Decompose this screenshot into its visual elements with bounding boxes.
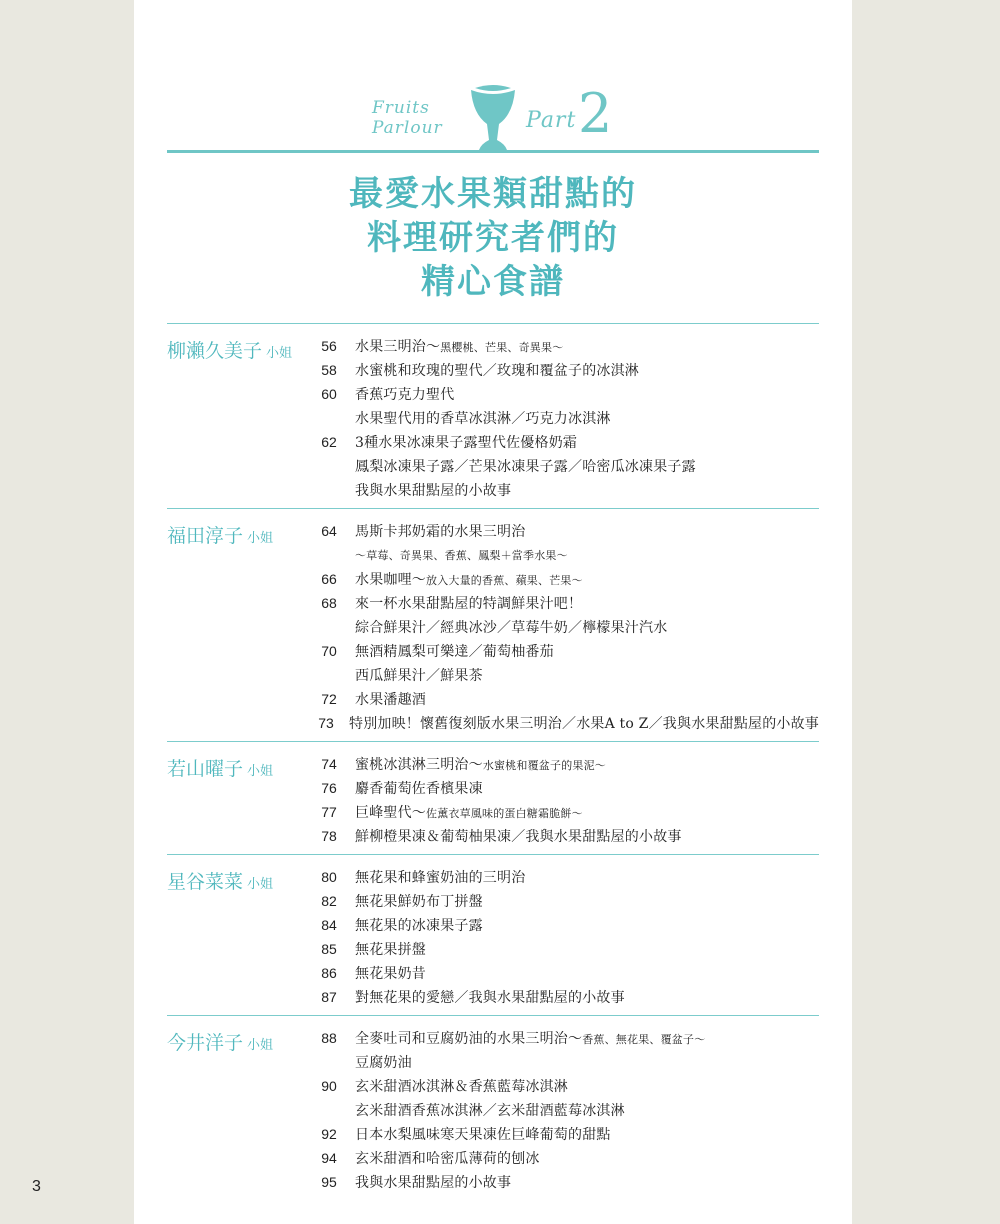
entry-text <box>355 1172 511 1192</box>
entry-title: 水果聖代用的香草冰淇淋／巧克力冰淇淋 <box>355 411 611 427</box>
toc-entry[interactable] <box>167 1146 819 1170</box>
entry-title: 來一杯水果甜點屋的特調鮮果汁吧！ <box>355 596 583 612</box>
toc-entry[interactable] <box>167 1098 819 1122</box>
toc-page <box>134 0 852 1224</box>
toc-entry[interactable] <box>167 567 819 591</box>
entry-title: 3種水果冰凍果子露聖代佐優格奶霜 <box>355 435 578 451</box>
toc-sections <box>167 323 819 1200</box>
entry-text <box>355 987 625 1007</box>
entry-text <box>355 593 582 613</box>
entry-title: 玄米甜酒冰淇淋＆香蕉藍莓冰淇淋 <box>355 1079 568 1095</box>
entry-page-number: 68 <box>321 595 337 611</box>
author-honorific: 小姐 <box>266 346 293 361</box>
entry-page-number: 73 <box>318 715 334 731</box>
entry-subtitle: 佐薰衣草風味的蛋白糖霜脆餅〜 <box>426 807 583 820</box>
entry-title: 麝香葡萄佐香檳果凍 <box>355 781 483 797</box>
entry-title: 無花果拼盤 <box>355 942 426 958</box>
entry-title: 豆腐奶油 <box>355 1055 412 1071</box>
entry-title: 巨峰聖代〜 <box>355 805 426 821</box>
part-label: Part <box>526 108 577 133</box>
author-label: 柳瀨久美子 <box>167 340 263 362</box>
entry-page-number: 70 <box>321 643 337 659</box>
title-line-3: 精心食譜 <box>421 262 565 302</box>
entry-text <box>355 1148 540 1168</box>
toc-section <box>167 1015 819 1200</box>
toc-entry[interactable] <box>167 1122 819 1146</box>
toc-entry[interactable] <box>167 478 819 502</box>
entry-text <box>355 1052 412 1072</box>
entry-text <box>355 384 454 404</box>
entry-page-number: 80 <box>321 869 337 885</box>
entry-page-number: 62 <box>321 434 337 450</box>
entry-title: 西瓜鮮果汁／鮮果茶 <box>355 668 483 684</box>
entry-title: 水果潘趣酒 <box>355 692 426 708</box>
entry-text <box>355 867 525 887</box>
entry-text <box>355 754 606 774</box>
entry-title: 香蕉巧克力聖代 <box>355 387 455 403</box>
entry-title: 水蜜桃和玫瑰的聖代／玫瑰和覆盆子的冰淇淋 <box>355 363 639 379</box>
entry-page-number: 78 <box>321 828 337 844</box>
entry-title: 水果咖哩〜 <box>355 572 426 588</box>
author-label: 今井洋子 <box>167 1032 244 1054</box>
entry-page-number: 58 <box>321 362 337 378</box>
toc-entry[interactable] <box>167 961 819 985</box>
entry-page-number: 92 <box>321 1126 337 1142</box>
entry-text <box>355 963 426 983</box>
author-label: 星谷菜菜 <box>167 871 244 893</box>
toc-entry[interactable] <box>167 985 819 1009</box>
entry-page-number: 82 <box>321 893 337 909</box>
entry-text <box>355 456 696 476</box>
entry-title: 無花果的冰凍果子露 <box>355 918 483 934</box>
author-label: 福田淳子 <box>167 525 244 547</box>
entry-text <box>355 802 583 822</box>
part-header <box>134 80 852 156</box>
entry-text <box>355 915 483 935</box>
toc-entry[interactable] <box>167 1170 819 1194</box>
entry-title: 特別加映！懷舊復刻版水果三明治／水果A to Z／我與水果甜點屋的小故事 <box>349 716 819 732</box>
entry-text <box>355 1076 568 1096</box>
fruits-parlour-logo <box>372 98 443 138</box>
entry-text <box>355 336 563 356</box>
entry-page-number: 56 <box>321 338 337 354</box>
toc-section <box>167 323 819 508</box>
toc-section <box>167 508 819 741</box>
entry-title: 無花果奶昔 <box>355 966 426 982</box>
entry-title: 無花果鮮奶布丁拼盤 <box>355 894 483 910</box>
author-name <box>167 336 292 363</box>
entry-subtitle: 黑櫻桃、芒果、奇異果〜 <box>440 341 564 354</box>
entry-page-number: 95 <box>321 1174 337 1190</box>
entry-title: 我與水果甜點屋的小故事 <box>355 1175 512 1191</box>
author-honorific: 小姐 <box>247 877 274 892</box>
entry-text <box>355 432 577 452</box>
toc-entry[interactable] <box>167 591 819 615</box>
entry-text <box>355 360 639 380</box>
entry-title: 馬斯卡邦奶霜的水果三明治 <box>355 524 526 540</box>
entry-text <box>355 569 583 589</box>
entry-subtitle: 香蕉、無花果、覆盆子〜 <box>582 1033 706 1046</box>
part-number: 2 <box>578 82 613 145</box>
author-label: 若山曜子 <box>167 758 244 780</box>
entry-title: 綜合鮮果汁／經典冰沙／草莓牛奶／檸檬果汁汽水 <box>355 620 668 636</box>
entry-text <box>355 1124 611 1144</box>
author-honorific: 小姐 <box>247 531 274 546</box>
entry-title: 鳳梨冰凍果子露／芒果冰凍果子露／哈密瓜冰凍果子露 <box>355 459 696 475</box>
entry-page-number: 87 <box>321 989 337 1005</box>
parlour-label: Parlour <box>372 118 443 138</box>
entry-text <box>355 665 483 685</box>
fruits-label: Fruits <box>372 98 430 118</box>
toc-entry[interactable] <box>167 430 819 454</box>
toc-entry[interactable] <box>167 454 819 478</box>
entry-title: 全麥吐司和豆腐奶油的水果三明治〜 <box>355 1031 583 1047</box>
entry-subtitle: 放入大量的香蕉、蘋果、芒果〜 <box>426 574 583 587</box>
entry-page-number: 85 <box>321 941 337 957</box>
entry-page-number: 72 <box>321 691 337 707</box>
author-name <box>167 754 273 781</box>
toc-entry[interactable] <box>167 406 819 430</box>
entry-text <box>355 408 611 428</box>
entry-subtitle: 〜草莓、奇異果、香蕉、鳳梨＋當季水果〜 <box>355 549 568 562</box>
entry-text <box>355 1100 625 1120</box>
entry-text <box>355 891 483 911</box>
entry-title: 蜜桃冰淇淋三明治〜 <box>355 757 483 773</box>
entry-text <box>355 480 511 500</box>
entry-subtitle: 水蜜桃和覆盆子的果泥〜 <box>482 759 607 772</box>
toc-entry[interactable] <box>167 687 819 711</box>
entry-title: 日本水梨風味寒天果凍佐巨峰葡萄的甜點 <box>355 1127 611 1143</box>
entry-title: 無酒精鳳梨可樂達／葡萄柚番茄 <box>355 644 554 660</box>
toc-entry[interactable] <box>167 1074 819 1098</box>
entry-title: 我與水果甜點屋的小故事 <box>355 483 512 499</box>
title-line-2: 料理研究者們的 <box>367 218 619 258</box>
entry-title: 玄米甜酒和哈密瓜薄荷的刨冰 <box>355 1151 540 1167</box>
entry-page-number: 88 <box>321 1030 337 1046</box>
entry-page-number: 86 <box>321 965 337 981</box>
author-honorific: 小姐 <box>247 1038 274 1053</box>
page-number: 3 <box>32 1178 41 1195</box>
page-title <box>134 172 852 304</box>
entry-text <box>355 521 525 541</box>
toc-entry[interactable] <box>167 639 819 663</box>
entry-page-number: 60 <box>321 386 337 402</box>
entry-text <box>355 778 483 798</box>
title-line-1: 最愛水果類甜點的 <box>349 174 637 214</box>
toc-entry[interactable] <box>167 913 819 937</box>
toc-entry[interactable] <box>167 711 819 735</box>
entry-page-number: 94 <box>321 1150 337 1166</box>
entry-title: 玄米甜酒香蕉冰淇淋／玄米甜酒藍莓冰淇淋 <box>355 1103 625 1119</box>
toc-entry[interactable] <box>167 937 819 961</box>
author-name <box>167 1028 273 1055</box>
entry-text <box>349 713 819 733</box>
toc-entry[interactable] <box>167 382 819 406</box>
entry-text <box>355 547 568 563</box>
entry-page-number: 90 <box>321 1078 337 1094</box>
entry-page-number: 66 <box>321 571 337 587</box>
entry-title: 水果三明治〜 <box>355 339 441 355</box>
entry-page-number: 76 <box>321 780 337 796</box>
toc-entry[interactable] <box>167 663 819 687</box>
entry-text <box>355 689 426 709</box>
entry-page-number: 74 <box>321 756 337 772</box>
entry-title: 對無花果的愛戀／我與水果甜點屋的小故事 <box>355 990 625 1006</box>
toc-entry[interactable] <box>167 615 819 639</box>
entry-text <box>355 1028 705 1048</box>
entry-text <box>355 939 426 959</box>
toc-section <box>167 854 819 1015</box>
toc-entry[interactable] <box>167 824 819 848</box>
entry-page-number: 84 <box>321 917 337 933</box>
entry-text <box>355 641 554 661</box>
header-rule <box>167 150 819 153</box>
sundae-cup-icon <box>469 84 517 154</box>
entry-title: 鮮柳橙果凍＆葡萄柚果凍／我與水果甜點屋的小故事 <box>355 829 682 845</box>
author-name <box>167 521 273 548</box>
entry-page-number: 77 <box>321 804 337 820</box>
toc-section <box>167 741 819 854</box>
entry-text <box>355 617 667 637</box>
toc-entry[interactable] <box>167 800 819 824</box>
author-name <box>167 867 273 894</box>
entry-page-number: 64 <box>321 523 337 539</box>
author-honorific: 小姐 <box>247 764 274 779</box>
entry-title: 無花果和蜂蜜奶油的三明治 <box>355 870 526 886</box>
entry-text <box>355 826 682 846</box>
